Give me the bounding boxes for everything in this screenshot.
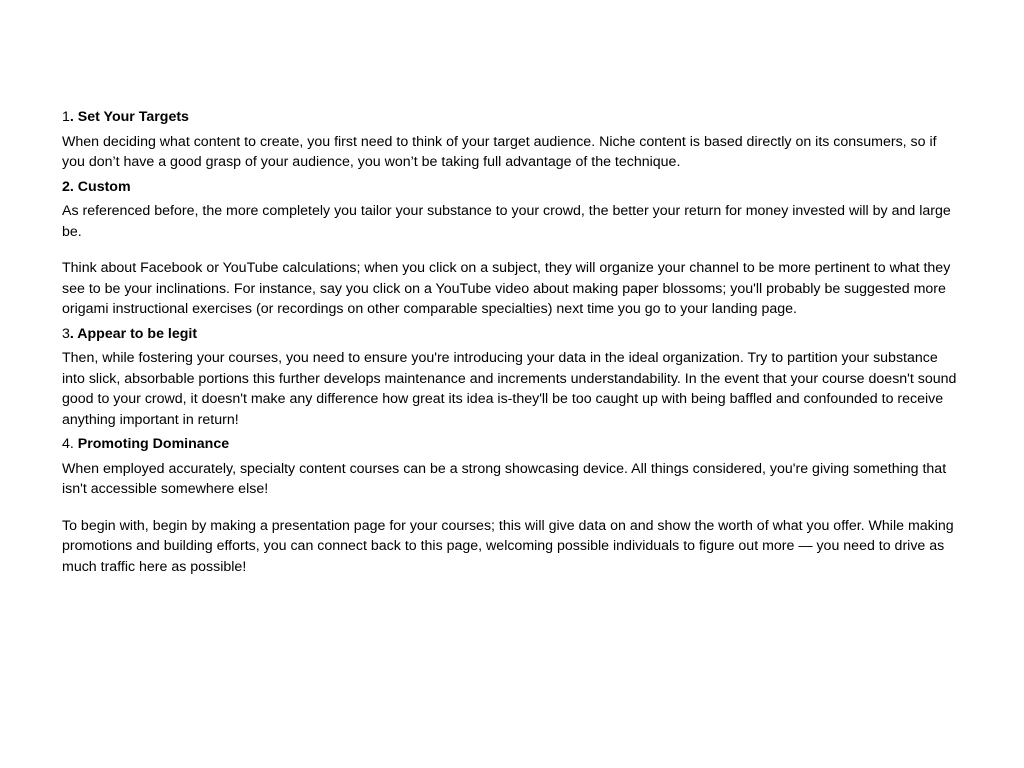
section-3-number-suffix: . <box>69 325 78 342</box>
section-2-paragraph-1: As referenced before, the more completely you tailor your substance to your crowd, the better your return for money invested will by and large be. <box>62 203 951 240</box>
section-4-paragraph-2: To begin with, begin by making a presentation page for your courses; this will give data on and show the worth of what you offer. While making promotions and building efforts, you can connect back to this page, welcoming possible individuals to figure out more — you need to drive as much traffic here as possible! <box>62 517 954 575</box>
section-1-paragraph-1: When deciding what content to create, you first need to think of your target audience. Niche content is based directly on its consumers, so if you don’t have a good grasp of your audience, you won’t be taking full advantage of the technique. <box>62 133 937 170</box>
section-3-paragraph-1: Then, while fostering your courses, you need to ensure you're introducing your data in the ideal organization. Try to partition your substance into slick, absorbable portions this further develops maintenance and increments understandability. In the event that your course doesn't sound good to your crowd, it doesn't make any difference how great its idea is-they'll be too caught up with being baffled and confounded to receive anything important in return! <box>62 350 957 428</box>
section-3-number: 3 <box>62 325 70 342</box>
section-3-heading <box>62 324 962 345</box>
section-3-title: Appear to be legit <box>77 325 198 342</box>
slide-body <box>62 107 962 581</box>
section-2-title: Custom <box>77 178 131 195</box>
section-1-number: 1 <box>62 109 70 125</box>
section-2-heading <box>62 177 962 198</box>
section-4-paragraph-1: When employed accurately, specialty content courses can be a strong showcasing device. All things considered, you're giving something that isn't accessible somewhere else! <box>62 460 947 497</box>
section-1-title: Set Your Targets <box>77 109 189 125</box>
section-1-heading <box>62 107 962 128</box>
section-4-number: 4. <box>62 436 78 452</box>
section-2-number: 2. <box>62 178 78 195</box>
section-4-heading <box>62 434 962 455</box>
section-2-paragraph-2: Think about Facebook or YouTube calculations; when you click on a subject, they will organize your channel to be more pertinent to what they see to be your inclinations. For instance, say you click on a YouTube video about making paper blossoms; you'll probably be suggested more origami instructional exercises (or recordings on other comparable specialties) next time you go to your landing page. <box>62 260 951 317</box>
section-4-title: Promoting Dominance <box>77 436 230 452</box>
section-1-number-suffix: . <box>69 109 78 125</box>
